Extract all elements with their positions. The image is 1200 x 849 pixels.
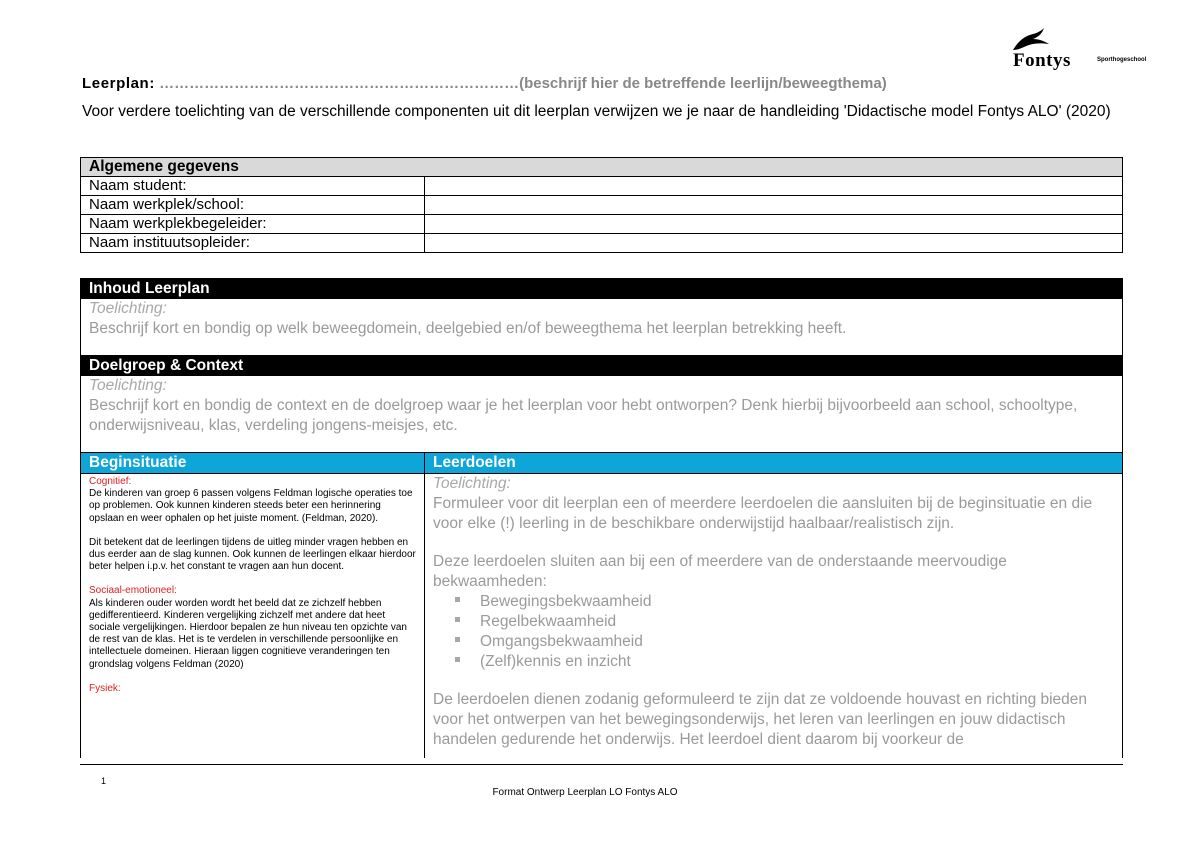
sociaal-label: Sociaal-emotioneel: <box>89 585 177 597</box>
workplace-field[interactable] <box>425 196 1123 215</box>
bullet-icon <box>455 657 460 662</box>
field-label: Naam instituutsopleider: <box>81 234 425 253</box>
document-title <box>82 75 887 92</box>
fysiek-label: Fysiek: <box>89 682 121 694</box>
fontys-logo <box>1005 28 1165 74</box>
bekwaamheden-list <box>433 592 1114 672</box>
cognitief-label: Cognitief: <box>89 476 132 487</box>
general-info-table <box>80 157 1123 253</box>
beginsituatie-cell[interactable] <box>81 474 425 759</box>
leerdoelen-p1: Formuleer voor dit leerplan een of meerdere leerdoelen die aansluiten bij de beginsituatie en die voor elke (!) leerling in de beschikbare onderwijstijd haalbaar/realistisch zijn. <box>433 495 1093 532</box>
page-footer: Format Ontwerp Leerplan LO Fontys ALO <box>492 787 678 798</box>
bullet-icon <box>455 637 460 642</box>
logo-subtitle: Sporthogeschool <box>1097 57 1147 63</box>
leerdoelen-cell[interactable] <box>425 474 1123 759</box>
supervisor-field[interactable] <box>425 215 1123 234</box>
title-placeholder[interactable]: ………………………………………………………………(beschrijf hier de betreffende leerlijn/beweegthema) <box>159 75 887 92</box>
leerdoelen-p2: Deze leerdoelen sluiten aan bij een of meerdere van de onderstaande meervoudige bekwaamheden: <box>433 553 1007 590</box>
table-row <box>81 196 1123 215</box>
table-row <box>81 234 1123 253</box>
cognitief-text-2: Dit betekent dat de leerlingen tijdens de uitleg minder vragen hebben en dus eerder aan de slag kunnen. Ook kunnen de leerlingen elkaar hierdoor beter helpen i.p.v. het constant te vragen aan hun docent. <box>89 536 416 573</box>
leerdoelen-p3: De leerdoelen dienen zodanig geformuleerd te zijn dat ze voldoende houvast en richting bieden voor het ontwerpen van het bewegingsonderwijs, het leren van leerlingen en jouw didactisch handelen gedurende het onderwijs. Het leerdoel dient daarom bij voorkeur de <box>433 691 1088 748</box>
doelgroep-header: Doelgroep & Context <box>81 355 1123 376</box>
list-item: Regelbekwaamheid <box>455 612 1114 632</box>
bullet-icon <box>455 597 460 602</box>
inhoud-header: Inhoud Leerplan <box>81 278 1123 299</box>
table-bottom-border <box>80 764 1123 765</box>
list-item: Bewegingsbekwaamheid <box>455 592 1114 612</box>
beginsituatie-header: Beginsituatie <box>81 453 425 474</box>
cognitief-text-1: De kinderen van groep 6 passen volgens Feldman logische operaties toe op problemen. Ook kunnen kinderen steeds beter een herinnering opslaan en weer ophalen op het juiste moment. (Feldman, 2020). <box>89 488 413 524</box>
inhoud-cell[interactable] <box>81 299 1123 355</box>
student-name-field[interactable] <box>425 177 1123 196</box>
bullet-icon <box>455 617 460 622</box>
leerplan-table <box>80 278 1123 758</box>
table-row <box>81 177 1123 196</box>
leerdoelen-toelichting-label: Toelichting: <box>433 475 511 492</box>
doelgroep-cell[interactable] <box>81 376 1123 453</box>
sociaal-text: Als kinderen ouder worden wordt het beeld dat ze zichzelf hebben gedifferentieerd. Kinderen vergelijking zichzelf met andere dat heet sociale vergelijkingen. Hierdoor bepalen ze hun niveau ten opzichte van de rest van de klas. Het is te verdelen in verschillende persoonlijke en intellectuele domeinen. Hieraan liggen cognitieve veranderingen ten grondslag volgens Feldman (2020) <box>89 597 407 670</box>
list-item: Omgangsbekwaamheid <box>455 632 1114 652</box>
leerdoelen-header: Leerdoelen <box>425 453 1123 474</box>
title-label: Leerplan: <box>82 75 155 92</box>
institute-trainer-field[interactable] <box>425 234 1123 253</box>
field-label: Naam student: <box>81 177 425 196</box>
logo-wordmark: Fontys <box>1013 50 1071 71</box>
intro-paragraph: Voor verdere toelichting van de verschillende componenten uit dit leerplan verwijzen we je naar de handleiding 'Didactische model Fontys ALO' (2020) <box>82 103 1111 120</box>
list-item: (Zelf)kennis en inzicht <box>455 652 1114 672</box>
field-label: Naam werkplek/school: <box>81 196 425 215</box>
general-header: Algemene gegevens <box>81 158 1123 177</box>
inhoud-text: Beschrijf kort en bondig op welk beweegdomein, deelgebied en/of beweegthema het leerplan betrekking heeft. <box>89 320 847 337</box>
field-label: Naam werkplekbegeleider: <box>81 215 425 234</box>
table-row <box>81 215 1123 234</box>
inhoud-toelichting-label: Toelichting: <box>89 300 167 317</box>
page-number: 1 <box>101 776 107 786</box>
doelgroep-toelichting-label: Toelichting: <box>89 377 167 394</box>
doelgroep-text: Beschrijf kort en bondig de context en de doelgroep waar je het leerplan voor hebt ontworpen? Denk hierbij bijvoorbeeld aan school, schooltype, onderwijsniveau, klas, verdeling jongens-meisjes, etc. <box>89 397 1078 434</box>
